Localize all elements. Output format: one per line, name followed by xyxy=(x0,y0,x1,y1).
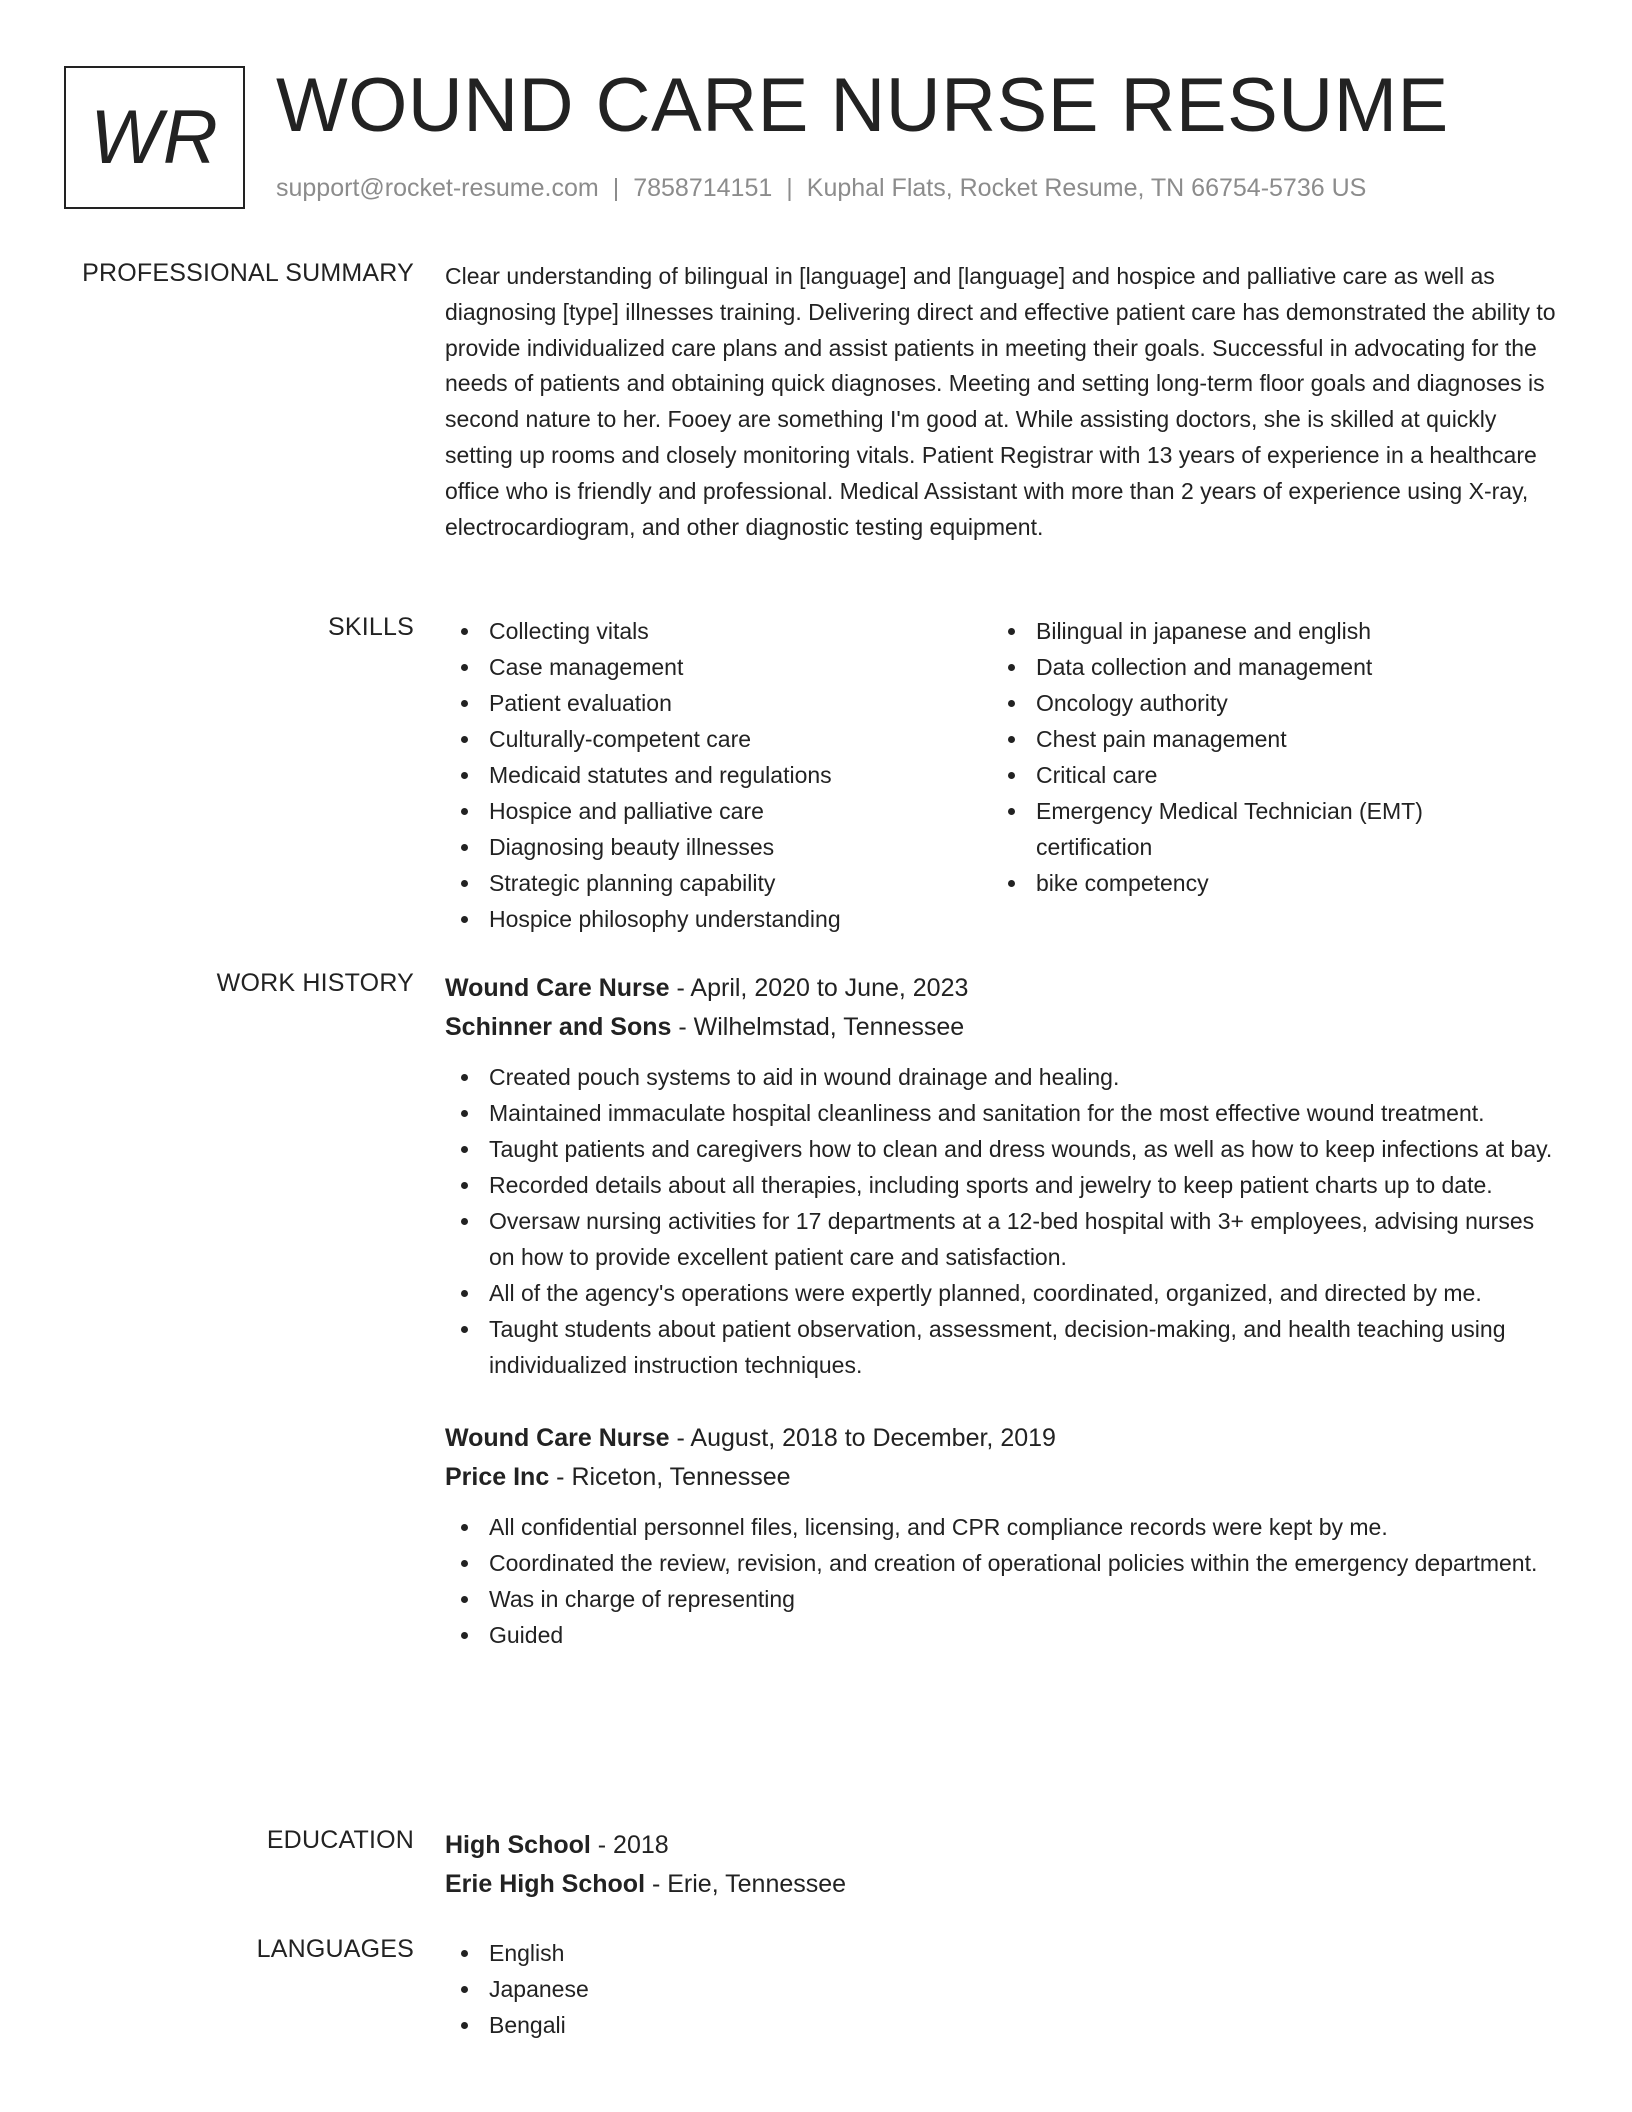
job-company-line xyxy=(445,1008,1560,1047)
summary-text: Clear understanding of bilingual in [language] and [language] and hospice and palliative care as well as diagnosing [type] illnesses training. Delivering direct and effective patient care has demonstrated the ability to provide individualized care plans and assist patients in meeting their goals. Successful in advocating for the needs of patients and obtaining quick diagnoses. Meeting and setting long-term floor goals and diagnoses is second nature to her. Fooey are something I'm good at. While assisting doctors, she is skilled at quickly setting up rooms and closely monitoring vitals. Patient Registrar with 13 years of experience in a healthcare office who is friendly and professional. Medical Assistant with more than 2 years of experience using X-ray, electrocardiogram, and other diagnostic testing equipment. xyxy=(445,263,1556,540)
skills-list-left xyxy=(445,613,992,937)
job-title-line xyxy=(445,969,1560,1008)
job-company-line xyxy=(445,1458,1560,1497)
languages-list xyxy=(445,1935,1560,2043)
job-dates: - August, 2018 to December, 2019 xyxy=(669,1424,1056,1452)
resume-title: WOUND CARE NURSE RESUME xyxy=(276,63,1449,148)
work-body xyxy=(445,969,1560,1653)
skills-list-right xyxy=(992,613,1512,937)
job-dates: - April, 2020 to June, 2023 xyxy=(669,974,969,1002)
resume-header xyxy=(64,63,1564,210)
education-location: - Erie, Tennessee xyxy=(645,1870,847,1898)
contact-email: support@rocket-resume.com xyxy=(276,174,599,202)
summary-body xyxy=(445,259,1560,545)
job-duty: Maintained immaculate hospital cleanliness and sanitation for the most effective wound treatment. xyxy=(445,1095,1560,1131)
education-degree-line xyxy=(445,1826,1560,1865)
language-item: Bengali xyxy=(445,2007,1560,2043)
skill-item: Critical care xyxy=(992,757,1512,793)
job-location: - Wilhelmstad, Tennessee xyxy=(671,1013,965,1041)
job-duty: Taught patients and caregivers how to clean and dress wounds, as well as how to keep infections at bay. xyxy=(445,1131,1560,1167)
skill-item: Collecting vitals xyxy=(445,613,992,649)
section-label-summary: PROFESSIONAL SUMMARY xyxy=(82,259,414,287)
contact-phone: 7858714151 xyxy=(633,174,773,202)
section-label-skills: SKILLS xyxy=(328,613,414,641)
languages-body xyxy=(445,1935,1560,2043)
education-degree: High School xyxy=(445,1831,591,1859)
job-duty: All of the agency's operations were expertly planned, coordinated, organized, and directed by me. xyxy=(445,1275,1560,1311)
skill-item: Culturally-competent care xyxy=(445,721,992,757)
skill-item: Hospice and palliative care xyxy=(445,793,992,829)
job-duty: Guided xyxy=(445,1617,1560,1653)
education-body xyxy=(445,1826,1560,1904)
skills-columns xyxy=(445,613,1560,937)
language-item: Japanese xyxy=(445,1971,1560,2007)
skill-item: Oncology authority xyxy=(992,685,1512,721)
job-duty: Created pouch systems to aid in wound drainage and healing. xyxy=(445,1059,1560,1095)
contact-address: Kuphal Flats, Rocket Resume, TN 66754-5736 US xyxy=(806,174,1367,202)
education-school-line xyxy=(445,1865,1560,1904)
section-label-education: EDUCATION xyxy=(266,1826,414,1854)
skill-item: Emergency Medical Technician (EMT) certification xyxy=(992,793,1512,865)
job-company: Schinner and Sons xyxy=(445,1013,672,1041)
section-label-languages: LANGUAGES xyxy=(256,1935,414,1963)
job-location: - Riceton, Tennessee xyxy=(549,1463,791,1491)
skill-item: Data collection and management xyxy=(992,649,1512,685)
section-label-work: WORK HISTORY xyxy=(216,969,414,997)
skill-item: Diagnosing beauty illnesses xyxy=(445,829,992,865)
job-duty: Recorded details about all therapies, including sports and jewelry to keep patient charts up to date. xyxy=(445,1167,1560,1203)
job-entry xyxy=(445,969,1560,1383)
monogram-initials: WR xyxy=(90,95,219,180)
job-company: Price Inc xyxy=(445,1463,550,1491)
job-title-line xyxy=(445,1419,1560,1458)
monogram-badge xyxy=(64,66,245,209)
skill-item: Medicaid statutes and regulations xyxy=(445,757,992,793)
job-duty: All confidential personnel files, licensing, and CPR compliance records were kept by me. xyxy=(445,1509,1560,1545)
job-title: Wound Care Nurse xyxy=(445,974,670,1002)
contact-separator: | xyxy=(612,174,620,202)
skill-item: Case management xyxy=(445,649,992,685)
job-entry xyxy=(445,1419,1560,1653)
skill-item: Patient evaluation xyxy=(445,685,992,721)
skills-body xyxy=(445,613,1560,937)
skill-item: Chest pain management xyxy=(992,721,1512,757)
skill-item: Bilingual in japanese and english xyxy=(992,613,1512,649)
job-title: Wound Care Nurse xyxy=(445,1424,670,1452)
job-duty: Coordinated the review, revision, and creation of operational policies within the emergency department. xyxy=(445,1545,1560,1581)
job-duty: Was in charge of representing xyxy=(445,1581,1560,1617)
skill-item: Hospice philosophy understanding xyxy=(445,901,992,937)
job-duties-list xyxy=(445,1059,1560,1383)
job-duty: Oversaw nursing activities for 17 departments at a 12-bed hospital with 3+ employees, advising nurses on how to provide excellent patient care and satisfaction. xyxy=(445,1203,1560,1275)
contact-line xyxy=(276,174,1366,203)
education-year: - 2018 xyxy=(590,1831,669,1859)
language-item: English xyxy=(445,1935,1560,1971)
skill-item: bike competency xyxy=(992,865,1512,901)
education-school: Erie High School xyxy=(445,1870,646,1898)
contact-separator: | xyxy=(786,174,793,202)
job-duty: Taught students about patient observation, assessment, decision-making, and health teaching using individualized instruction techniques. xyxy=(445,1311,1560,1383)
job-duties-list xyxy=(445,1509,1560,1653)
skill-item: Strategic planning capability xyxy=(445,865,992,901)
